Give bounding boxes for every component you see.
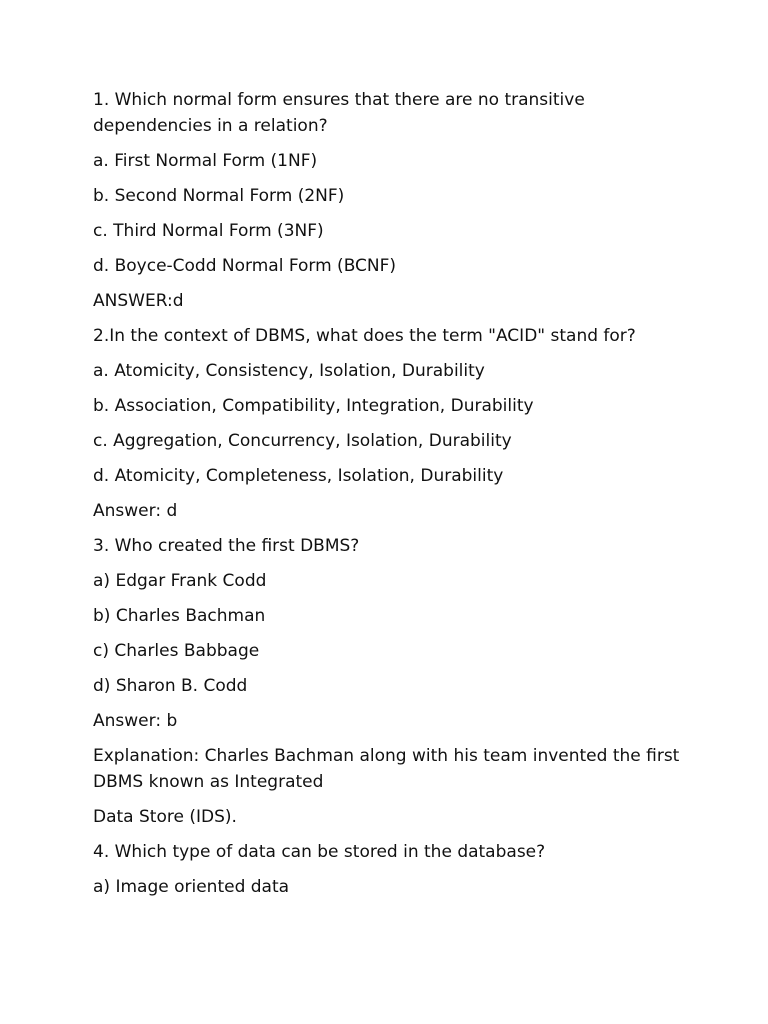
option-1d: d. Boyce-Codd Normal Form (BCNF) (93, 256, 397, 276)
option-2a: a. Atomicity, Consistency, Isolation, Durability (93, 361, 485, 381)
question-2: 2.In the context of DBMS, what does the term "ACID" stand for? (93, 326, 636, 346)
option-3b: b) Charles Bachman (93, 606, 266, 626)
option-1b: b. Second Normal Form (2NF) (93, 186, 345, 206)
explanation-3-continued: Data Store (IDS). (93, 807, 237, 827)
option-1a: a. First Normal Form (1NF) (93, 151, 318, 171)
question-4: 4. Which type of data can be stored in the database? (93, 842, 546, 862)
option-1c: c. Third Normal Form (3NF) (93, 221, 324, 241)
answer-3: Answer: b (93, 711, 178, 731)
explanation-3: Explanation: Charles Bachman along with his team invented the first DBMS known as Integrated (93, 746, 680, 792)
question-1: 1. Which normal form ensures that there are no transitive dependencies in a relation? (93, 90, 585, 136)
option-2c: c. Aggregation, Concurrency, Isolation, Durability (93, 431, 512, 451)
answer-2: Answer: d (93, 501, 178, 521)
option-3d: d) Sharon B. Codd (93, 676, 248, 696)
option-2b: b. Association, Compatibility, Integration, Durability (93, 396, 534, 416)
question-3: 3. Who created the first DBMS? (93, 536, 360, 556)
option-3a: a) Edgar Frank Codd (93, 571, 267, 591)
document-body (93, 87, 683, 909)
answer-1: ANSWER:d (93, 291, 184, 311)
option-3c: c) Charles Babbage (93, 641, 260, 661)
option-2d: d. Atomicity, Completeness, Isolation, Durability (93, 466, 504, 486)
option-4a: a) Image oriented data (93, 877, 290, 897)
